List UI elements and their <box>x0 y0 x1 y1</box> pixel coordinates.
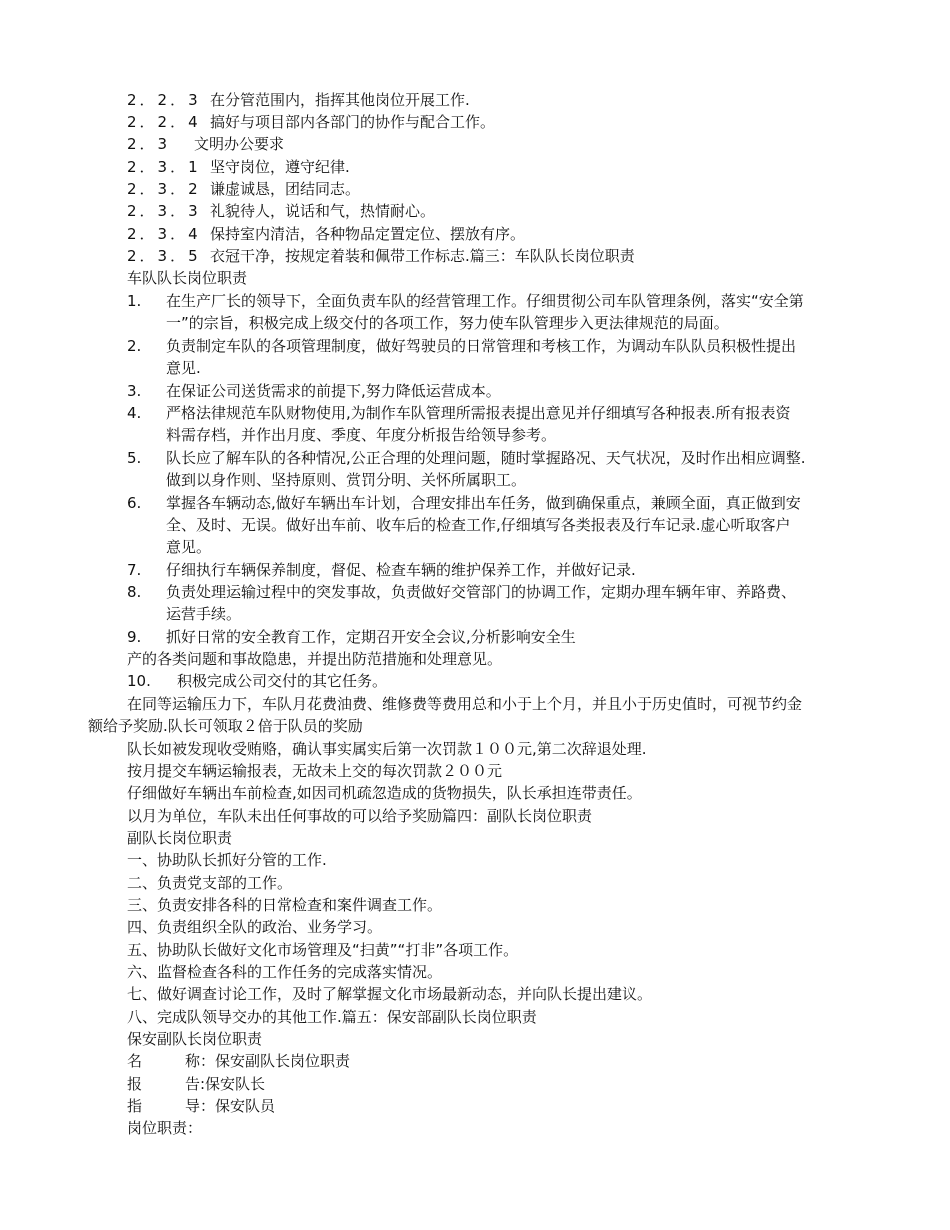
list-item: 五、协助队长做好文化市场管理及“扫黄”“打非”各项工作。 <box>127 941 519 959</box>
section-number: 2．3．1 <box>127 158 201 176</box>
list-item: 七、做好调查讨论工作，及时了解掌握文化市场最新动态，并向队长提出建议。 <box>127 985 653 1003</box>
section-number: 2．2．4 <box>127 113 201 131</box>
list-number: 4. <box>127 404 142 422</box>
list-item: 四、负责组织全队的政治、业务学习。 <box>127 918 383 936</box>
list-item: 在生产厂长的领导下，全面负责车队的经营管理工作。仔细贯彻公司车队管理条例，落实“安全第 <box>166 292 804 310</box>
section-text: 搞好与项目部内各部门的协作与配合工作。 <box>210 113 496 131</box>
list-number: 9. <box>127 628 142 646</box>
list-item: 队长应了解车队的各种情况,公正合理的处理问题，随时掌握路况、天气状况，及时作出相应调整. <box>166 449 806 467</box>
field-label: 报 <box>127 1075 143 1093</box>
list-item: 全、及时、无误。做好出车前、收车后的检查工作,仔细填写各类报表及行车记录.虚心听取客户 <box>166 516 791 534</box>
list-item: 二、负责党支部的工作。 <box>127 874 293 892</box>
vice-title: 副队长岗位职责 <box>127 829 233 847</box>
section-number: 2．3 <box>127 135 171 153</box>
list-item: 负责制定车队的各项管理制度，做好驾驶员的日常管理和考核工作，为调动车队队员积极性提出 <box>166 337 797 355</box>
section-number: 2．3．5 <box>127 247 201 265</box>
list-item: 仔细执行车辆保养制度，督促、检查车辆的维护保养工作，并做好记录. <box>166 561 636 579</box>
section-text: 礼貌待人，说话和气，热情耐心。 <box>210 202 436 220</box>
list-item: 意见. <box>166 359 201 377</box>
field-value: 称：保安副队长岗位职责 <box>185 1052 351 1070</box>
paragraph: 按月提交车辆运输报表，无故未上交的每次罚款２００元 <box>127 762 503 780</box>
list-item-continuation: 产的各类问题和事故隐患，并提出防范措施和处理意见。 <box>127 650 503 668</box>
list-item: 三、负责安排各科的日常检查和案件调查工作。 <box>127 896 443 914</box>
section-text: 谦虚诚恳，团结同志。 <box>210 180 361 198</box>
paragraph: 在同等运输压力下，车队月花费油费、维修费等费用总和小于上个月，并且小于历史值时，可视节约金 <box>127 695 803 713</box>
list-number: 7. <box>127 561 142 579</box>
section-heading: 文明办公要求 <box>194 135 285 153</box>
list-item: 六、监督检查各科的工作任务的完成落实情况。 <box>127 963 443 981</box>
section-number: 2．3．2 <box>127 180 201 198</box>
security-title: 保安副队长岗位职责 <box>127 1030 263 1048</box>
section-number: 2．2．3 <box>127 91 201 109</box>
field-value: 告:保安队长 <box>185 1075 266 1093</box>
list-item: 抓好日常的安全教育工作，定期召开安全会议,分析影响安全生 <box>166 628 576 646</box>
field-label: 指 <box>127 1097 143 1115</box>
paragraph: 额给予奖励.队长可领取２倍于队员的奖励 <box>88 717 363 735</box>
list-item: 在保证公司送货需求的前提下,努力降低运营成本。 <box>166 382 501 400</box>
list-item: 一”的宗旨，积极完成上级交付的各项工作，努力使车队管理步入更法律规范的局面。 <box>166 314 729 332</box>
list-number: 8. <box>127 583 142 601</box>
list-item: 料需存档，并作出月度、季度、年度分析报告给领导参考。 <box>166 426 557 444</box>
section-text: 在分管范围内，指挥其他岗位开展工作. <box>210 91 470 109</box>
list-item: 运营手续。 <box>166 605 242 623</box>
list-item: 一、协助队长抓好分管的工作. <box>127 851 327 869</box>
list-item: 积极完成公司交付的其它任务。 <box>177 672 388 690</box>
captain-title: 车队队长岗位职责 <box>127 269 248 287</box>
section-text: 坚守岗位，遵守纪律. <box>210 158 350 176</box>
list-number: 5. <box>127 449 142 467</box>
list-number: 10. <box>127 672 151 690</box>
list-item: 负责处理运输过程中的突发事故，负责做好交管部门的协调工作，定期办理车辆年审、养路费、 <box>166 583 797 601</box>
paragraph: 队长如被发现收受贿赂，确认事实属实后第一次罚款１００元,第二次辞退处理. <box>127 740 647 758</box>
list-number: 1. <box>127 292 142 310</box>
list-item: 做到以身作则、坚持原则、赏罚分明、关怀所属职工。 <box>166 471 527 489</box>
list-item: 意见。 <box>166 538 212 556</box>
section-number: 2．3．4 <box>127 225 201 243</box>
field-label: 名 <box>127 1052 143 1070</box>
field-value: 导：保安队员 <box>185 1097 276 1115</box>
list-item: 八、完成队领导交办的其他工作.篇五：保安部副队长岗位职责 <box>127 1008 537 1026</box>
duties-label: 岗位职责： <box>127 1119 203 1137</box>
paragraph: 仔细做好车辆出车前检查,如因司机疏忽造成的货物损失，队长承担连带责任。 <box>127 784 642 802</box>
section-number: 2．3．3 <box>127 202 201 220</box>
list-number: 6. <box>127 494 142 512</box>
list-item: 严格法律规范车队财物使用,为制作车队管理所需报表提出意见并仔细填写各种报表.所有报表资 <box>166 404 791 422</box>
list-number: 2. <box>127 337 142 355</box>
paragraph: 以月为单位，车队未出任何事故的可以给予奖励篇四：副队长岗位职责 <box>127 807 593 825</box>
section-text: 保持室内清洁，各种物品定置定位、摆放有序。 <box>210 225 526 243</box>
section-text: 衣冠干净，按规定着装和佩带工作标志.篇三：车队队长岗位职责 <box>210 247 635 265</box>
list-item: 掌握各车辆动态,做好车辆出车计划，合理安排出车任务，做到确保重点，兼顾全面，真正做到安 <box>166 494 801 512</box>
list-number: 3. <box>127 382 142 400</box>
